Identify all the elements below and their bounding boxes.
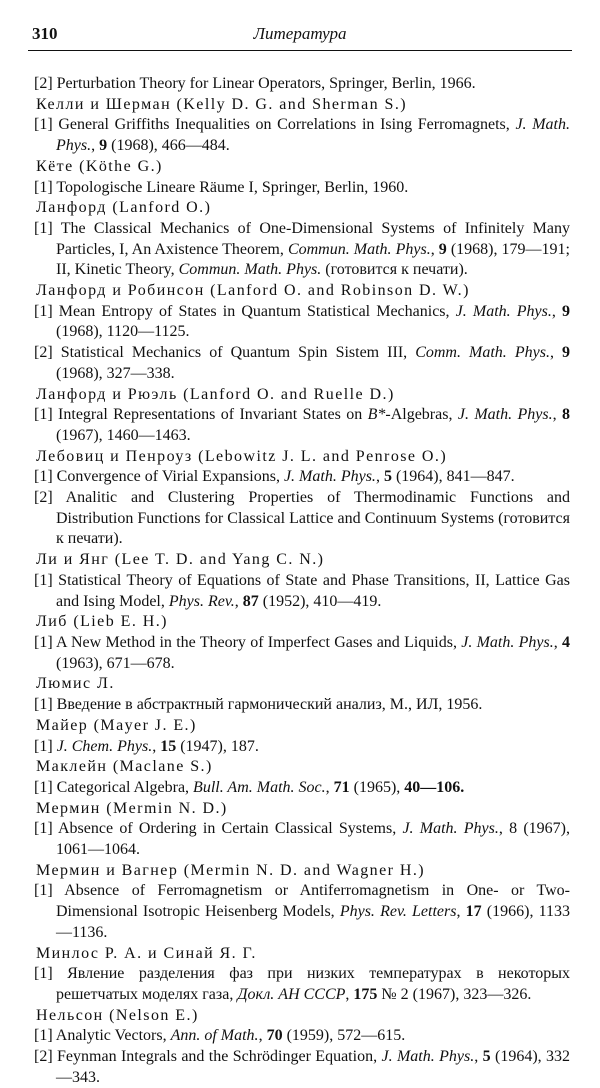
journal-title: Commun. Math. Phys. <box>178 261 322 279</box>
volume-number: 15 <box>160 737 177 755</box>
reference-text: [1] Введение в абстрактный гармонический анализ, М., ИЛ, 1956. <box>34 696 483 714</box>
reference-entry <box>34 778 570 799</box>
reference-text: [2] Feynman Integrals and the Schrödinger Equation, <box>34 1048 382 1066</box>
reference-text: Ланфорд и Робинсон (Lanford O. and Robinson D. W.) <box>36 282 470 300</box>
journal-title: J. Math. Phys. <box>461 633 554 651</box>
journal-title: J. Math. Phys. <box>56 116 570 155</box>
reference-text: (1965), <box>349 778 405 796</box>
reference-entry <box>34 695 570 716</box>
reference-entry <box>34 737 570 758</box>
journal-title: Ann. of Math. <box>170 1027 259 1045</box>
reference-entry <box>34 1047 570 1088</box>
volume-number: 9 <box>99 137 108 155</box>
reference-text: [1] Absence of Ferromagnetism or Antiferromagnetism in One- or Two-Dimensional Isotropic Heisenberg Models, <box>34 882 570 921</box>
reference-entry <box>34 302 570 343</box>
reference-text: (готовится к печати). <box>321 261 468 279</box>
journal-title: Phys. Rev. Letters <box>339 903 457 921</box>
reference-text: , <box>234 592 243 610</box>
journal-title: Commun. Math. Phys. <box>287 240 431 258</box>
reference-text: , <box>553 633 563 651</box>
reference-text: Либ (Lieb E. H.) <box>36 613 168 631</box>
reference-entry <box>34 467 570 488</box>
volume-number: 9 <box>562 302 570 320</box>
reference-text: [1] A New Method in the Theory of Imperfect Gases and Liquids, <box>34 633 462 651</box>
author-heading <box>36 1006 570 1027</box>
journal-title: J. Chem. Phys. <box>56 737 153 755</box>
reference-entry <box>34 74 570 95</box>
reference-text: Мермин и Вагнер (Mermin N. D. and Wagner H.) <box>36 861 426 879</box>
volume-number: 71 <box>333 778 350 796</box>
journal-title: J. Math. Phys. <box>381 1048 475 1066</box>
reference-text: , <box>325 778 334 796</box>
reference-text: [2] Analitic and Clustering Properties of Thermodinamic Functions and Distribution Functions for Classical Lattice and Continuum Systems (готовится к печати). <box>34 489 570 548</box>
reference-text: (1968), 466—484. <box>107 137 230 155</box>
volume-number: 5 <box>482 1048 491 1066</box>
journal-title: J. Math. Phys. <box>457 406 553 424</box>
reference-text: (1967), 1460—1463. <box>56 426 191 444</box>
reference-entry <box>34 219 570 281</box>
reference-text: (1963), 671—678. <box>56 654 175 672</box>
reference-entry <box>34 488 570 550</box>
reference-entry <box>34 881 570 943</box>
reference-entry <box>34 633 570 674</box>
reference-text: [1] Absence of Ordering in Certain Classical Systems, <box>34 820 403 838</box>
reference-text: [1] Явление разделения фаз при низких температурах в некоторых решетчатых моделях газа, <box>34 965 570 1003</box>
volume-number: 70 <box>266 1027 283 1045</box>
journal-title: B* <box>367 406 386 424</box>
reference-text: (1964), 332—343. <box>56 1048 571 1086</box>
reference-text: (1968), 327—338. <box>56 364 175 382</box>
reference-text: (1952), 410—419. <box>258 592 382 610</box>
reference-text: , <box>152 737 161 755</box>
reference-text: , <box>258 1027 267 1045</box>
bibliography-list <box>34 74 570 1088</box>
page-number: 310 <box>32 24 58 43</box>
reference-entry <box>34 405 570 446</box>
reference-text: [1] Mean Entropy of States in Quantum Statistical Mechanics, <box>34 302 456 320</box>
running-title: Литература <box>253 24 347 43</box>
reference-text: № 2 (1967), 323—326. <box>377 985 532 1003</box>
author-heading <box>36 198 570 219</box>
author-heading <box>36 716 570 737</box>
author-heading <box>36 674 570 695</box>
author-heading <box>36 157 570 178</box>
volume-number: 87 <box>242 592 259 610</box>
reference-entry <box>34 115 570 156</box>
reference-text: (1968), 179—191; II, Kinetic Theory, <box>56 240 570 279</box>
journal-title: J. Math. Phys. <box>283 468 376 486</box>
reference-entry <box>34 964 570 1005</box>
journal-title: J. Math. Phys. <box>455 302 552 320</box>
journal-title: Phys. Rev. <box>168 592 235 610</box>
reference-text: Нельсон (Nelson E.) <box>36 1006 199 1024</box>
reference-text: , <box>375 468 384 486</box>
reference-text: , <box>430 240 439 258</box>
reference-text: (1968), 1120—1125. <box>56 323 190 341</box>
author-heading <box>36 799 570 820</box>
volume-number: 9 <box>438 240 447 258</box>
volume-number: 5 <box>383 468 392 486</box>
reference-text: Ланфорд и Рюэль (Lanford O. and Ruelle D.) <box>36 385 395 403</box>
reference-text: (1964), 841—847. <box>391 468 515 486</box>
reference-text: [1] General Griffiths Inequalities on Correlations in Ising Ferromagnets, <box>34 116 516 134</box>
reference-text: (1966), 1133—1136. <box>56 903 571 941</box>
volume-number: 4 <box>562 633 571 651</box>
author-heading <box>36 944 570 965</box>
reference-text: Минлос Р. А. и Синай Я. Г. <box>36 944 257 962</box>
reference-entry <box>34 178 570 199</box>
reference-text: [2] Statistical Mechanics of Quantum Spin Sistem III, <box>34 344 416 362</box>
reference-text: , <box>345 985 354 1003</box>
reference-text: , <box>456 903 466 921</box>
journal-title: Докл. АН СССР <box>237 985 346 1003</box>
volume-number: 17 <box>465 903 482 921</box>
reference-text: Майер (Mayer J. E.) <box>36 716 197 734</box>
reference-text: [1] Integral Representations of Invariant States on <box>34 406 368 424</box>
reference-text: Мермин (Mermin N. D.) <box>36 799 228 817</box>
reference-text: , <box>551 302 562 320</box>
reference-text: , <box>474 1048 483 1066</box>
reference-text: , <box>552 406 562 424</box>
reference-entry <box>34 343 570 384</box>
journal-title: Comm. Math. Phys. <box>415 344 550 362</box>
author-heading <box>36 385 570 406</box>
reference-text: (1947), 187. <box>176 737 259 755</box>
reference-entry <box>34 1026 570 1047</box>
journal-title: J. Math. Phys. <box>402 820 499 838</box>
reference-text: Люмис Л. <box>36 675 115 693</box>
reference-text: Ли и Янг (Lee T. D. and Yang C. N.) <box>36 551 325 569</box>
reference-text: [1] Convergence of Virial Expansions, <box>34 468 284 486</box>
reference-entry <box>34 819 570 860</box>
volume-number: 9 <box>562 344 570 362</box>
journal-title: Bull. Am. Math. Soc. <box>193 778 326 796</box>
author-heading <box>36 95 570 116</box>
reference-text: [1] Topologische Lineare Räume I, Springer, Berlin, 1960. <box>34 178 409 196</box>
author-heading <box>36 281 570 302</box>
reference-text: (1959), 572—615. <box>282 1027 406 1045</box>
author-heading <box>36 861 570 882</box>
volume-number: 40—106. <box>404 778 465 796</box>
reference-text: Кёте (Köthe G.) <box>36 157 163 175</box>
reference-text: [1] Categorical Algebra, <box>34 778 194 796</box>
reference-text: Лебовиц и Пенроуз (Lebowitz J. L. and Penrose O.) <box>36 447 448 465</box>
reference-text: , <box>91 137 100 155</box>
volume-number: 8 <box>562 406 570 424</box>
reference-text: [1] The Classical Mechanics of One-Dimensional Systems of Infinitely Many Particles, I, An Axistence Theorem, <box>34 219 570 258</box>
author-heading <box>36 447 570 468</box>
reference-text: Келли и Шерман (Kelly D. G. and Sherman S.) <box>36 95 408 113</box>
author-heading <box>36 757 570 778</box>
reference-text: [2] Perturbation Theory for Linear Operators, Springer, Berlin, 1966. <box>34 75 476 92</box>
reference-text: -Algebras, <box>385 406 458 424</box>
reference-text: , 8 (1967), 1061—1064. <box>56 820 570 859</box>
reference-text: Маклейн (Maclane S.) <box>36 758 213 776</box>
reference-entry <box>34 571 570 612</box>
author-heading <box>36 612 570 633</box>
volume-number: 175 <box>353 985 378 1003</box>
reference-text: [1] Analytic Vectors, <box>34 1027 171 1045</box>
reference-text: Ланфорд (Lanford O.) <box>36 199 212 217</box>
reference-text: , <box>549 344 562 362</box>
page-header <box>28 22 572 51</box>
reference-text: [1] Statistical Theory of Equations of State and Phase Transitions, II, Lattice Gas and Ising Model, <box>34 571 570 610</box>
reference-text: [1] <box>34 737 57 755</box>
author-heading <box>36 550 570 571</box>
